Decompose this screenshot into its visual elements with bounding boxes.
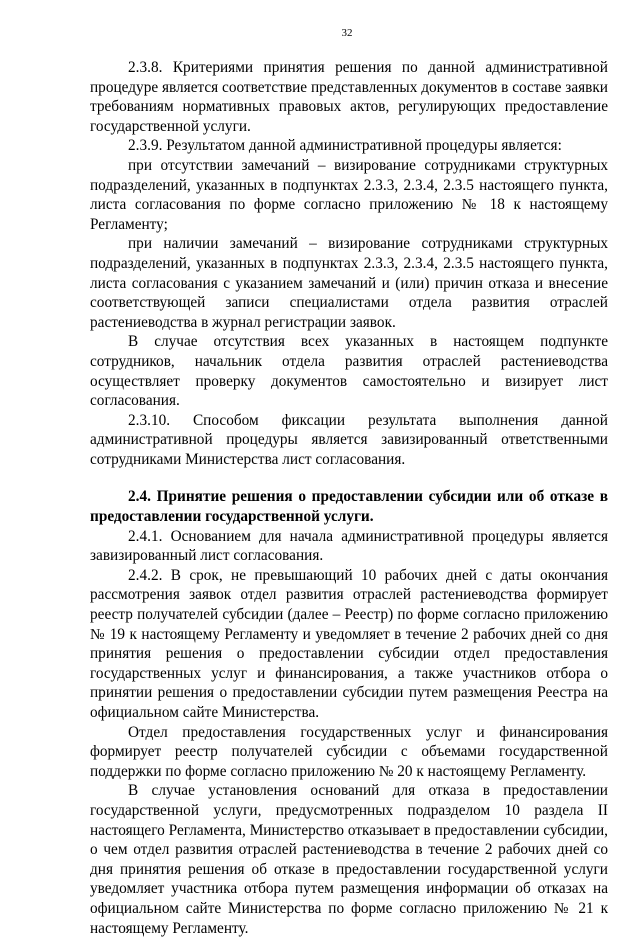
paragraph-refusal: В случае установления оснований для отказа в предоставлении государственной услуги, предусмотренных подразделом 10 раздела II настоящего Регламента, Министерство отказывает в предоставлении субсидии, о чем отдел развития отраслей растениеводства в течение 2 рабочих дней со дня принятия решения об отказе в предоставлении государственной услуги уведомляет участника отбора путем размещения информации об отказах на официальном сайте Министерства по форме согласно приложению № 21 к настоящему Регламенту. (90, 782, 608, 937)
section-heading-2-4: 2.4. Принятие решения о предоставлении субсидии или об отказе в предоставлении государственной услуги. (90, 488, 608, 526)
paragraph-2-3-9: 2.3.9. Результатом данной административной процедуры является: (128, 137, 562, 155)
paragraph-2-4-2: 2.4.2. В срок, не превышающий 10 рабочих дней с даты окончания рассмотрения заявок отдел развития отраслей растениеводства формирует реестр получателей субсидии (далее – Реестр) по форме согласно приложению № 19 к настоящему Регламенту и уведомляет в течение 2 рабочих дней со дня принятия решения о предоставлении субсидии отдел предоставления государственных услуг и финансирования, а также участников отбора о принятии решения о предоставлении субсидии путем размещения Реестра на официальном сайте Министерства. (90, 566, 608, 721)
paragraph-2-4-1: 2.4.1. Основанием для начала административной процедуры является завизированный лист согласования. (90, 527, 608, 565)
paragraph-no-remarks: при отсутствии замечаний – визирование сотрудниками структурных подразделений, указанных в подпунктах 2.3.3, 2.3.4, 2.3.5 настоящего пункта, листа согласования по форме согласно приложению № 18 к настоящему Регламенту; (90, 156, 608, 233)
paragraph-absence-of-staff: В случае отсутствия всех указанных в настоящем подпункте сотрудников, начальник отдела развития отраслей растениеводства осуществляет проверку документов самостоятельно и визирует лист согласования. (90, 333, 608, 410)
paragraph-2-3-10: 2.3.10. Способом фиксации результата выполнения данной административной процедуры является завизированный ответственными сотрудниками Министерства лист согласования. (90, 411, 608, 468)
paragraph-2-3-8: 2.3.8. Критериями принятия решения по данной административной процедуре является соответствие представленных документов в составе заявки требованиям нормативных правовых актов, регулирующих предоставление государственной услуги. (90, 59, 608, 135)
page-number: 32 (341, 27, 353, 39)
paragraph-with-remarks: при наличии замечаний – визирование сотрудниками структурных подразделений, указанных в подпунктах 2.3.3, 2.3.4, 2.3.5 настоящего пункта, листа согласования с указанием замечаний и (или) причин отказа и внесение соответствующей записи специалистами отдела развития отраслей растениеводства в журнал регистрации заявок. (90, 235, 608, 331)
paragraph-registry-department: Отдел предоставления государственных услуг и финансирования формирует реестр получателей субсидии с объемами государственной поддержки по форме согласно приложению № 20 к настоящему Регламенту. (90, 723, 608, 780)
